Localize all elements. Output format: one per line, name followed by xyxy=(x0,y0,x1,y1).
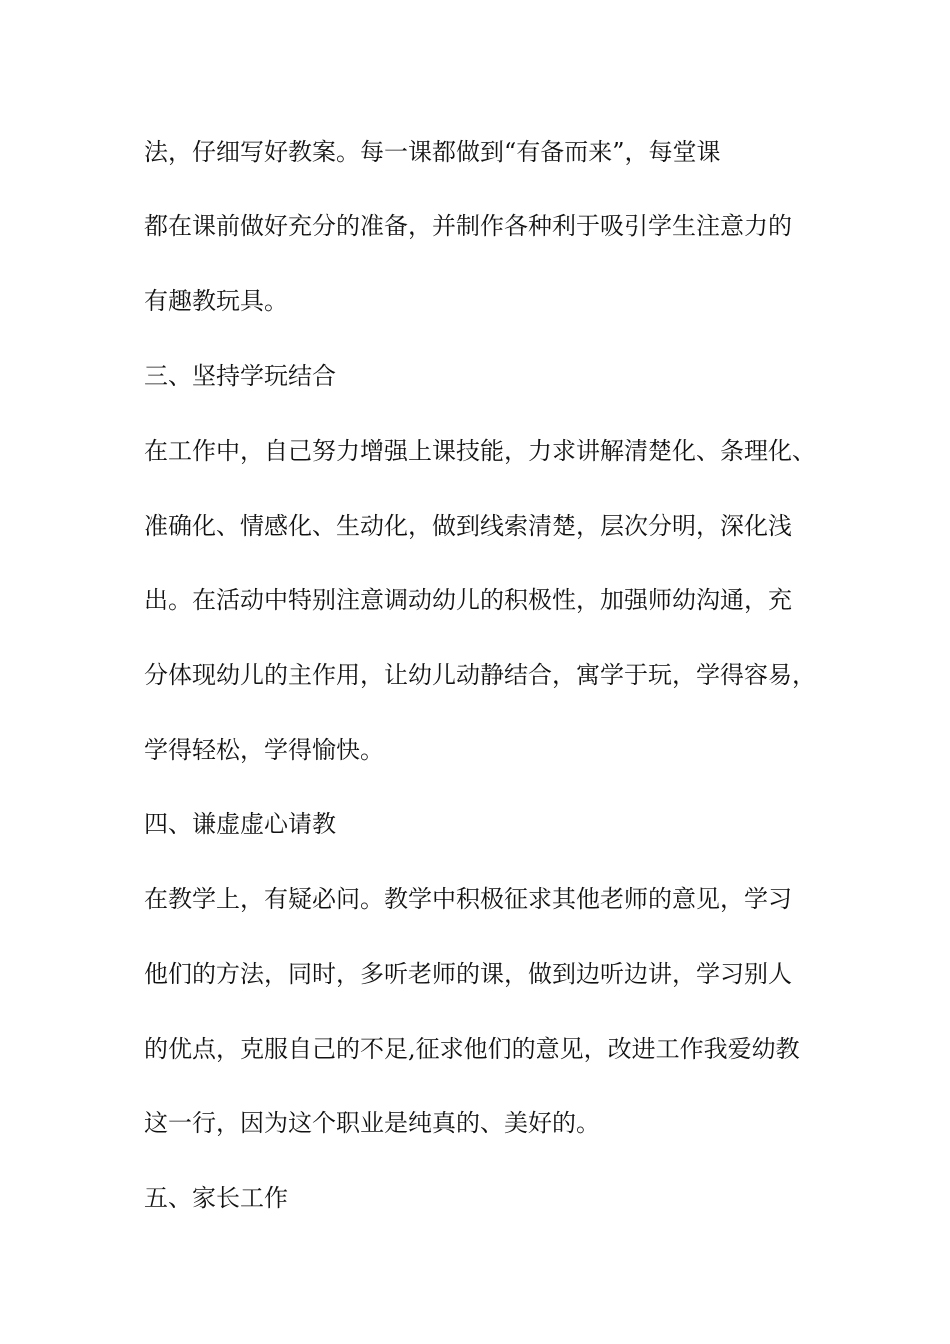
section-heading: 五、家长工作 xyxy=(144,1184,288,1212)
text-line: 准确化、情感化、生动化，做到线索清楚，层次分明，深化浅 xyxy=(144,512,792,540)
text-line: 出。在活动中特别注意调动幼儿的积极性，加强师幼沟通，充 xyxy=(144,586,792,614)
text-line: 在教学上，有疑必问。教学中积极征求其他老师的意见，学习 xyxy=(144,885,792,913)
text-line: 都在课前做好充分的准备，并制作各种利于吸引学生注意力的 xyxy=(144,212,792,240)
text-line: 的优点，克服自己的不足,征求他们的意见，改进工作我爱幼教 xyxy=(144,1035,800,1063)
section-heading: 四、谦虚虚心请教 xyxy=(144,810,336,838)
text-line: 法，仔细写好教案。每一课都做到“有备而来”，每堂课 xyxy=(144,138,721,166)
text-line: 学得轻松，学得愉快。 xyxy=(144,736,384,764)
text-line: 在工作中，自己努力增强上课技能，力求讲解清楚化、条理化、 xyxy=(144,437,816,465)
section-heading: 三、坚持学玩结合 xyxy=(144,362,336,390)
text-line: 他们的方法，同时，多听老师的课，做到边听边讲，学习别人 xyxy=(144,960,792,988)
text-line: 这一行，因为这个职业是纯真的、美好的。 xyxy=(144,1109,600,1137)
text-line: 分体现幼儿的主作用，让幼儿动静结合，寓学于玩，学得容易， xyxy=(144,661,816,689)
text-line: 有趣教玩具。 xyxy=(144,287,288,315)
